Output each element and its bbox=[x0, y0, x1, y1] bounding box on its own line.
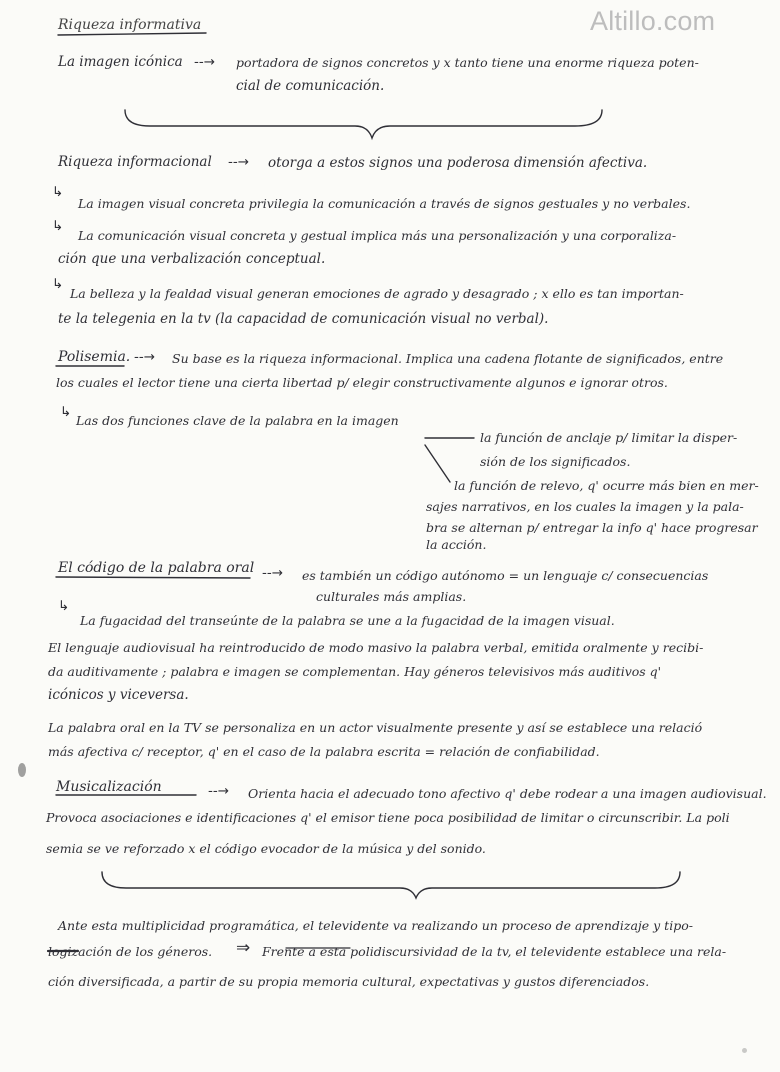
heading-codigo-palabra-oral: El código de la palabra oral bbox=[58, 560, 255, 576]
heading-musicalizacion: Musicalización bbox=[56, 779, 162, 795]
line-la-accion: la acción. bbox=[426, 537, 487, 552]
arrow-2: --→ bbox=[228, 154, 250, 170]
line-otorga: otorga a estos signos una poderosa dimensión afectiva. bbox=[268, 155, 648, 171]
line-riqueza-informacional: Riqueza informacional bbox=[58, 154, 212, 170]
bullet-arrow-4: ↳ bbox=[60, 404, 72, 420]
line-funcion-anclaje: la función de anclaje p/ limitar la disper- bbox=[480, 430, 738, 445]
bullet-arrow-5: ↳ bbox=[58, 598, 70, 614]
arrow-3: --→ bbox=[134, 349, 156, 365]
line-dos-funciones: Las dos funciones clave de la palabra en la imagen bbox=[76, 413, 399, 428]
bullet-arrow-3: ↳ bbox=[52, 276, 64, 292]
line-portadora: portadora de signos concretos y x tanto tiene una enorme riqueza poten- bbox=[236, 55, 699, 70]
line-cion-diversificada: ción diversificada, a partir de su propia memoria cultural, expectativas y gustos diferenciados. bbox=[48, 974, 650, 989]
line-auditivamente: da auditivamente ; palabra e imagen se complementan. Hay géneros televisivos más auditivos q' bbox=[48, 664, 662, 679]
line-provoca: Provoca asociaciones e identificaciones q' el emisor tiene poca posibilidad de limitar o circunscribir. La poli bbox=[46, 810, 730, 825]
line-mas-afectiva: más afectiva c/ receptor, q' en el caso de la palabra escrita = relación de confiabilidad. bbox=[48, 744, 600, 759]
arrow-1: --→ bbox=[194, 54, 216, 70]
curly-brace-top bbox=[125, 110, 602, 138]
ink-speck-bottom bbox=[742, 1048, 747, 1053]
watermark-altillo: Altillo.com bbox=[590, 6, 716, 36]
line-lenguaje-audiovisual: El lenguaje audiovisual ha reintroducido de modo masivo la palabra verbal, emitida oralmente y recibi- bbox=[48, 640, 704, 655]
line-logizacion: logización de los géneros. bbox=[48, 944, 213, 959]
heading-polisemia: Polisemia. bbox=[58, 349, 131, 365]
line-imagen-iconica: La imagen icónica bbox=[58, 54, 183, 70]
line-imagen-visual-concreta: La imagen visual concreta privilegia la comunicación a través de signos gestuales y no verbales. bbox=[78, 196, 691, 211]
line-sajes-narrativos: sajes narrativos, en los cuales la imagen y la pala- bbox=[426, 499, 744, 514]
ink-speck-left bbox=[18, 763, 26, 777]
double-arrow: ⇒ bbox=[236, 938, 251, 958]
bullet-arrow-2: ↳ bbox=[52, 218, 64, 234]
curly-brace-bottom bbox=[102, 872, 680, 898]
line-codigo-autonomo: es también un código autónomo = un lenguaje c/ consecuencias bbox=[302, 568, 709, 583]
line-telegenia: te la telegenia en la tv (la capacidad de comunicación visual no verbal). bbox=[58, 311, 549, 327]
line-iconicos: icónicos y viceversa. bbox=[48, 687, 189, 703]
line-cuales-lector: los cuales el lector tiene una cierta libertad p/ elegir constructivamente algunos e ignorar otros. bbox=[56, 375, 668, 390]
line-sion-significados: sión de los significados. bbox=[480, 454, 631, 469]
underline-title bbox=[58, 33, 206, 35]
line-bra-alternan: bra se alternan p/ entregar la info q' hace progresar bbox=[426, 520, 758, 535]
connector-relevo bbox=[425, 445, 450, 482]
heading-riqueza-informativa: Riqueza informativa bbox=[58, 17, 202, 33]
arrow-4: --→ bbox=[262, 565, 284, 581]
line-culturales: culturales más amplias. bbox=[316, 589, 467, 604]
arrow-5: --→ bbox=[208, 783, 230, 799]
bullet-arrow-1: ↳ bbox=[52, 184, 64, 200]
line-ante-multiplicidad: Ante esta multiplicidad programática, el televidente va realizando un proceso de aprendizaje y tipo- bbox=[58, 918, 693, 933]
line-frente-polidiscursividad: Frente a esta polidiscursividad de la tv, el televidente establece una rela- bbox=[262, 944, 727, 959]
line-orienta: Orienta hacia el adecuado tono afectivo q' debe rodear a una imagen audiovisual. bbox=[248, 786, 767, 801]
line-palabra-oral-tv: La palabra oral en la TV se personaliza en un actor visualmente presente y así se establece una relació bbox=[48, 720, 703, 735]
line-funcion-relevo: la función de relevo, q' ocurre más bien en mer- bbox=[454, 478, 759, 493]
line-fugacidad: La fugacidad del transeúnte de la palabra se une a la fugacidad de la imagen visual. bbox=[80, 613, 615, 628]
line-semia-reforzado: semia se ve reforzado x el código evocador de la música y del sonido. bbox=[46, 841, 486, 856]
line-cion-verbalizacion: ción que una verbalización conceptual. bbox=[58, 251, 326, 267]
line-base-riqueza: Su base es la riqueza informacional. Implica una cadena flotante de significados, entre bbox=[172, 351, 724, 366]
line-cial-comunicacion: cial de comunicación. bbox=[236, 78, 385, 94]
underline-palabra-oral bbox=[56, 577, 250, 578]
line-comunicacion-visual: La comunicación visual concreta y gestual implica más una personalización y una corporaliza- bbox=[78, 228, 677, 243]
line-belleza-fealdad: La belleza y la fealdad visual generan emociones de agrado y desagrado ; x ello es tan importan- bbox=[70, 286, 684, 301]
